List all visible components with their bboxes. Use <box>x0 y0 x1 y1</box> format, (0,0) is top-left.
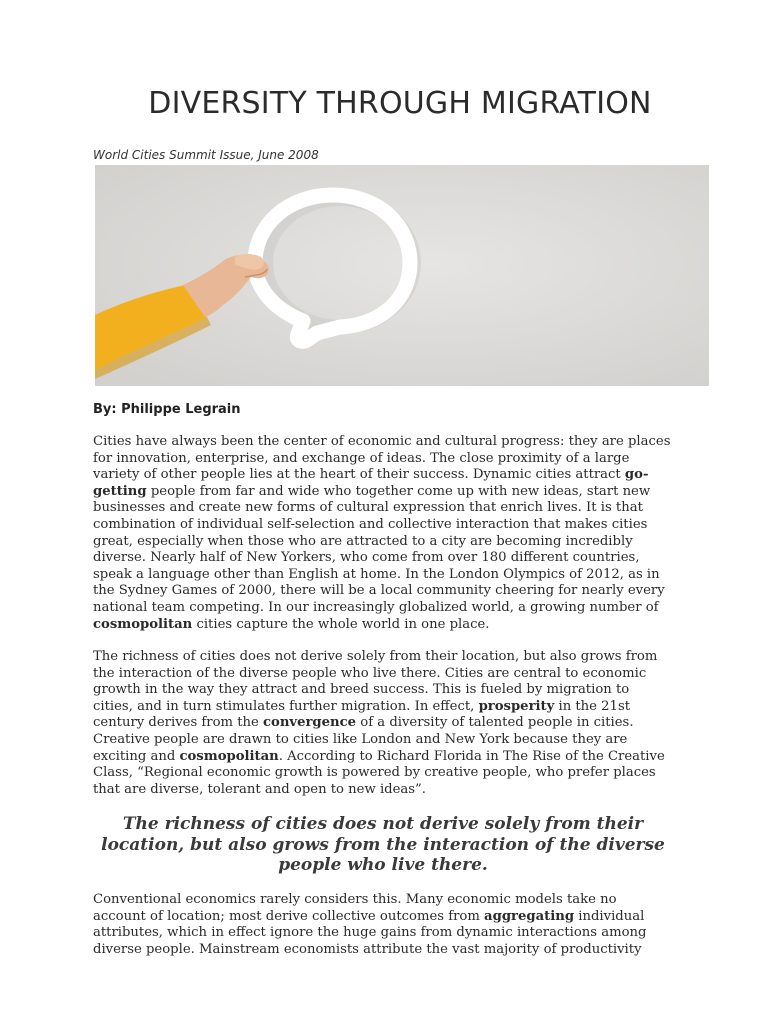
paragraph-3: Conventional economics rarely considers this. Many economic models take no account of location; most derive collective outcomes from aggregating individual attributes, which in effect ignore the huge gains from dynamic interactions among diverse people. Mainstream economists attribute the vast majority of productivity <box>93 892 647 957</box>
hero-image <box>95 165 709 386</box>
byline: By: Philippe Legrain <box>93 402 241 417</box>
paragraph-1: Cities have always been the center of economic and cultural progress: they are places for innovation, enterprise, and exchange of ideas. The close proximity of a large variety of other people lies at the heart of their success. Dynamic cities attract go- getting people from far and wide who together come up with new ideas, start new businesses and create new forms of cultural expression that enrich lives. It is that combination of individual self-selection and collective interaction that makes cities great, especially when those who are attracted to a city are becoming incredibly diverse. Nearly half of New Yorkers, who come from over 180 different countries, speak a language other than English at home. In the London Olympics of 2012, as in the Sydney Games of 2000, there will be a local community cheering for nearly every national team competing. In our increasingly globalized world, a growing number of cosmopolitan cities capture the whole world in one place. <box>93 434 671 632</box>
speech-bubble-icon <box>95 165 709 386</box>
issue-label: World Cities Summit Issue, June 2008 <box>93 148 319 162</box>
page-title: DIVERSITY THROUGH MIGRATION <box>148 86 652 121</box>
paragraph-2: The richness of cities does not derive solely from their location, but also grows from the interaction of the diverse people who live there. Cities are central to economic growth in the way they attract and breed success. This is fueled by migration to cities, and in turn stimulates further migration. In effect, prosperity in the 21st century derives from the convergence of a diversity of talented people in cities. Creative people are drawn to cities like London and New York because they are exciting and cosmopolitan. According to Richard Florida in The Rise of the Creative Class, “Regional economic growth is powered by creative people, who prefer places that are diverse, tolerant and open to new ideas”. <box>93 649 665 797</box>
pull-quote: The richness of cities does not derive solely from their location, but also grows from the interaction of the diverse people who live there. <box>101 814 665 875</box>
